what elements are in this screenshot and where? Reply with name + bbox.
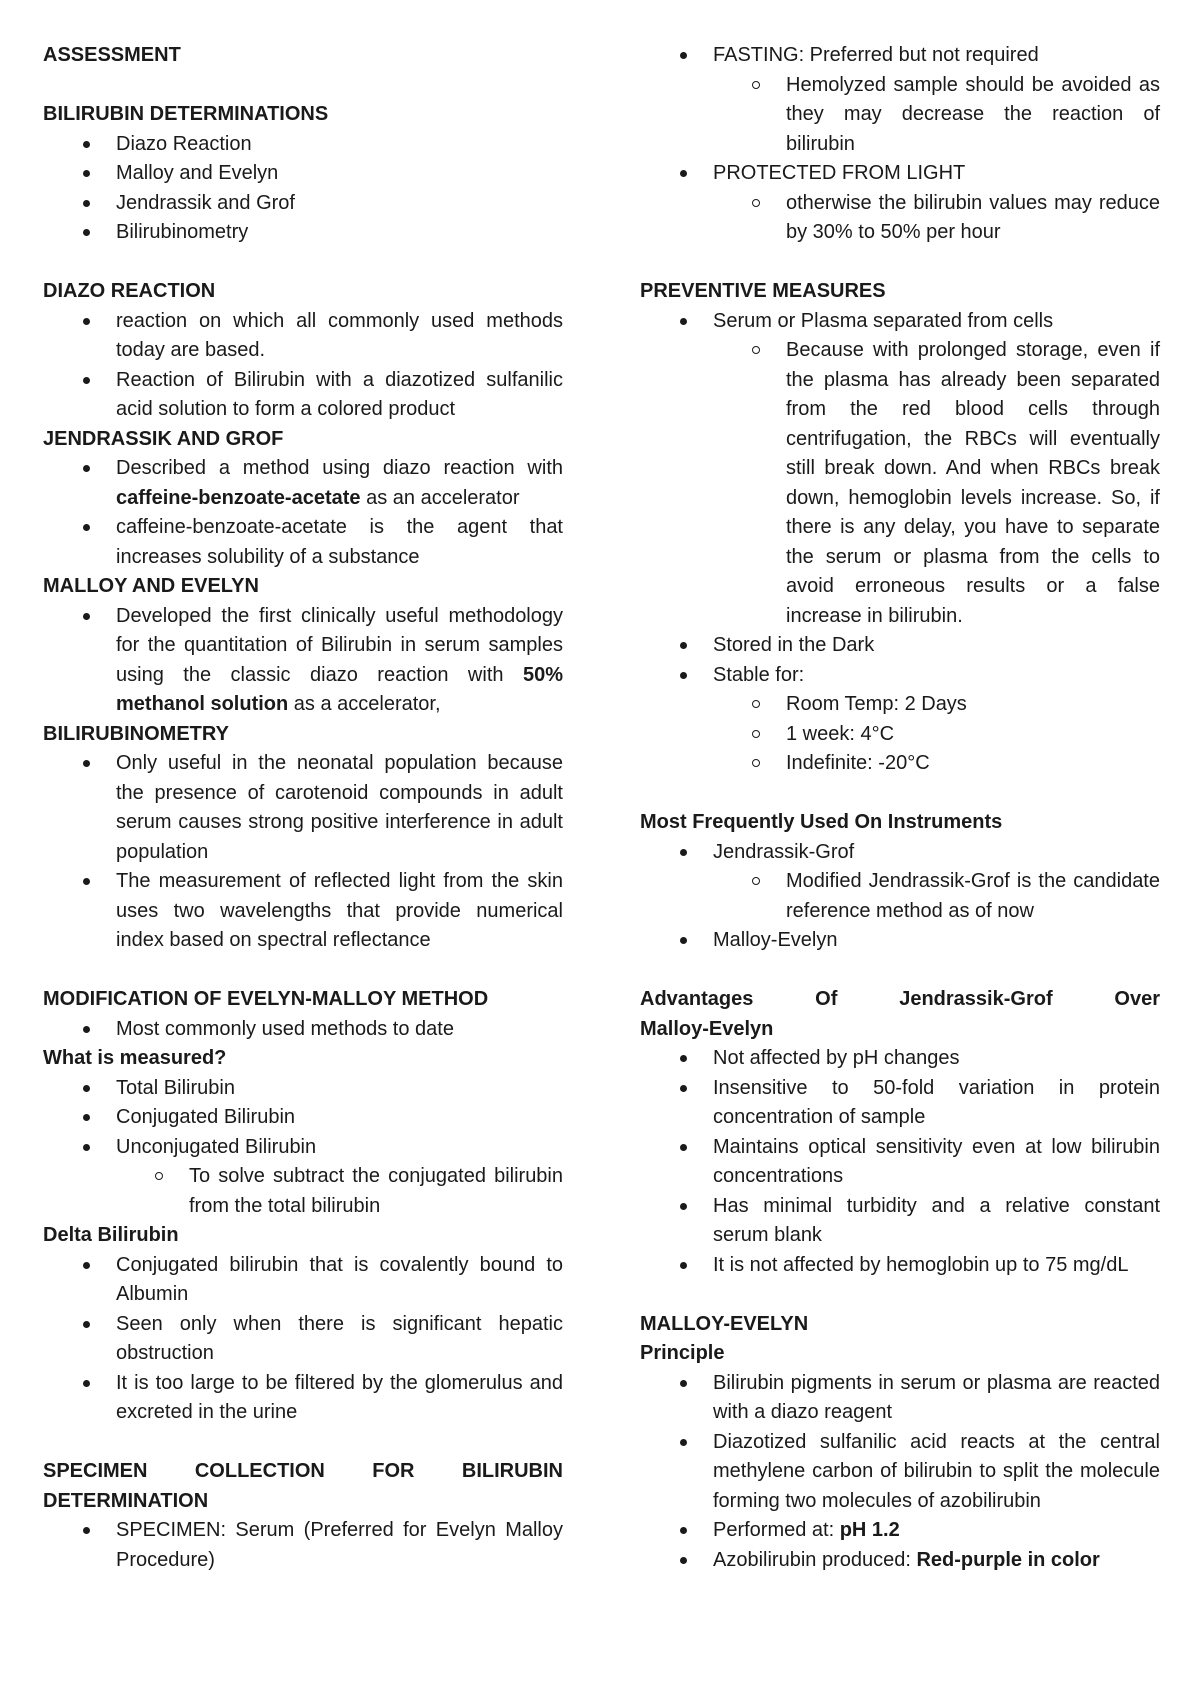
modification-heading: MODIFICATION OF EVELYN-MALLOY METHOD	[43, 988, 489, 1010]
list-item: Maintains optical sensitivity even at low bilirubin concentrations	[640, 1133, 1160, 1192]
list-item: Insensitive to 50-fold variation in protein concentration of sample	[640, 1074, 1160, 1133]
list-item: FASTING: Preferred but not required	[640, 41, 1160, 71]
list-item: Bilirubin pigments in serum or plasma are reacted with a diazo reagent	[640, 1369, 1160, 1428]
preventive-measures-heading: PREVENTIVE MEASURES	[640, 280, 886, 302]
right-column	[640, 41, 1160, 1575]
specimen-collection-list	[43, 1516, 563, 1575]
list-item: Not affected by pH changes	[640, 1044, 1160, 1074]
list-item: Developed the first clinically useful methodology for the quantitation of Bilirubin in serum samples using the classic diazo reaction with 50% methanol solution as a accelerator,	[43, 602, 563, 720]
bilirubin-determinations-heading: BILIRUBIN DETERMINATIONS	[43, 103, 329, 125]
list-item: caffeine-benzoate-acetate is the agent that increases solubility of a substance	[43, 513, 563, 572]
list-item: Malloy-Evelyn	[640, 926, 1160, 956]
list-item: SPECIMEN: Serum (Preferred for Evelyn Malloy Procedure)	[43, 1516, 563, 1575]
list-item: Most commonly used methods to date	[43, 1015, 563, 1045]
list-item: Performed at: pH 1.2	[640, 1516, 1160, 1546]
sub-list-item: Hemolyzed sample should be avoided as they may decrease the reaction of bilirubin	[640, 71, 1160, 160]
list-item: It is too large to be filtered by the glomerulus and excreted in the urine	[43, 1369, 563, 1428]
fasting-list	[640, 41, 1160, 248]
list-item: Bilirubinometry	[43, 218, 563, 248]
diazo-reaction-list	[43, 307, 563, 425]
list-item: Only useful in the neonatal population because the presence of carotenoid compounds in adult serum causes strong positive interference in adult population	[43, 749, 563, 867]
most-frequently-used-heading: Most Frequently Used On Instruments	[640, 811, 1003, 833]
principle-list	[640, 1369, 1160, 1576]
list-item: Seen only when there is significant hepatic obstruction	[43, 1310, 563, 1369]
list-item: Jendrassik-Grof	[640, 838, 1160, 868]
sub-list-item: otherwise the bilirubin values may reduce by 30% to 50% per hour	[640, 189, 1160, 248]
list-item: Has minimal turbidity and a relative constant serum blank	[640, 1192, 1160, 1251]
list-item: Reaction of Bilirubin with a diazotized sulfanilic acid solution to form a colored product	[43, 366, 563, 425]
list-item: Total Bilirubin	[43, 1074, 563, 1104]
sub-list-item: Modified Jendrassik-Grof is the candidate reference method as of now	[640, 867, 1160, 926]
modification-list	[43, 1015, 563, 1045]
sub-list-item: To solve subtract the conjugated bilirubin from the total bilirubin	[43, 1162, 563, 1221]
malloy-evelyn-list	[43, 602, 563, 720]
list-item: The measurement of reflected light from the skin uses two wavelengths that provide numerical index based on spectral reflectance	[43, 867, 563, 956]
malloy-evelyn-section-heading: MALLOY-EVELYN	[640, 1312, 809, 1335]
sub-list-item: Indefinite: -20°C	[640, 749, 1160, 779]
sub-list-item: 1 week: 4°C	[640, 720, 1160, 750]
advantages-list	[640, 1044, 1160, 1280]
advantages-heading-line2: Malloy-Evelyn	[640, 1017, 774, 1040]
principle-heading: Principle	[640, 1342, 725, 1364]
list-item: Jendrassik and Grof	[43, 189, 563, 219]
list-item: Diazo Reaction	[43, 130, 563, 160]
what-is-measured-list	[43, 1074, 563, 1222]
list-item: Described a method using diazo reaction with caffeine-benzoate-acetate as an accelerator	[43, 454, 563, 513]
list-item: PROTECTED FROM LIGHT	[640, 159, 1160, 189]
list-item: reaction on which all commonly used methods today are based.	[43, 307, 563, 366]
list-item: Stable for:	[640, 661, 1160, 691]
assessment-heading: ASSESSMENT	[43, 44, 181, 66]
list-item: Malloy and Evelyn	[43, 159, 563, 189]
what-is-measured-heading: What is measured?	[43, 1047, 227, 1069]
jendrassik-grof-heading: JENDRASSIK AND GROF	[43, 427, 284, 450]
bilirubinometry-heading: BILIRUBINOMETRY	[43, 722, 229, 745]
list-item: Conjugated bilirubin that is covalently bound to Albumin	[43, 1251, 563, 1310]
list-item: Conjugated Bilirubin	[43, 1103, 563, 1133]
list-item: It is not affected by hemoglobin up to 75 mg/dL	[640, 1251, 1160, 1281]
bilirubinometry-list	[43, 749, 563, 956]
bilirubin-determinations-list	[43, 130, 563, 248]
sub-list-item: Room Temp: 2 Days	[640, 690, 1160, 720]
advantages-heading-line1: Advantages Of Jendrassik-Grof Over	[640, 988, 1160, 1010]
list-item: Unconjugated Bilirubin	[43, 1133, 563, 1163]
specimen-collection-heading: SPECIMEN COLLECTION FOR BILIRUBIN DETERMINATION	[43, 1460, 563, 1512]
sub-list-item: Because with prolonged storage, even if the plasma has already been separated from the red blood cells through centrifugation, the RBCs will eventually still break down. And when RBCs break down, hemoglobin levels increase. So, if there is any delay, you have to separate the serum or plasma from the cells to avoid erroneous results or a false increase in bilirubin.	[640, 336, 1160, 631]
list-item: Stored in the Dark	[640, 631, 1160, 661]
diazo-reaction-heading: DIAZO REACTION	[43, 280, 216, 302]
delta-bilirubin-heading: Delta Bilirubin	[43, 1224, 179, 1246]
malloy-evelyn-heading: MALLOY AND EVELYN	[43, 575, 259, 597]
left-column	[43, 41, 563, 1575]
jendrassik-grof-list	[43, 454, 563, 572]
preventive-measures-list	[640, 307, 1160, 779]
list-item: Diazotized sulfanilic acid reacts at the central methylene carbon of bilirubin to split the molecule forming two molecules of azobilirubin	[640, 1428, 1160, 1517]
delta-bilirubin-list	[43, 1251, 563, 1428]
most-frequently-used-list	[640, 838, 1160, 956]
list-item: Serum or Plasma separated from cells	[640, 307, 1160, 337]
list-item: Azobilirubin produced: Red-purple in color	[640, 1546, 1160, 1576]
